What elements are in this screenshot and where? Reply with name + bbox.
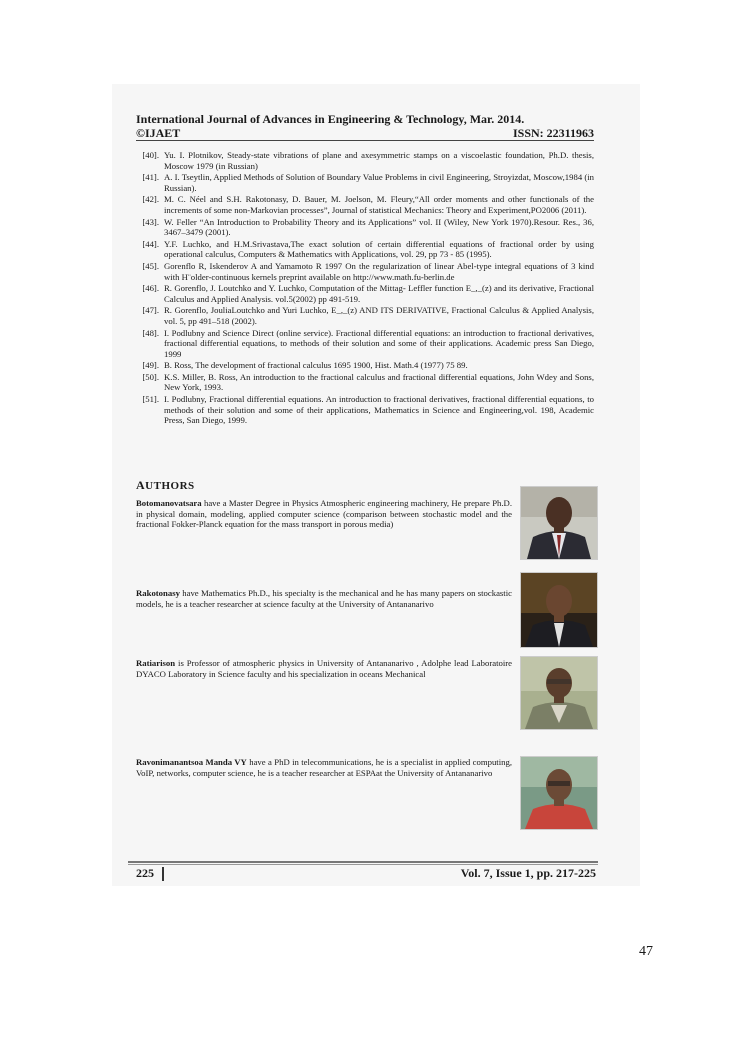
reference-number: [45]. xyxy=(142,260,159,271)
footer-divider xyxy=(162,867,164,881)
journal-header xyxy=(136,112,594,140)
reference-number: [47]. xyxy=(142,305,159,316)
reference-item xyxy=(136,305,594,326)
author-bio: Botomanovatsara have a Master Degree in Physics Atmospheric engineering machinery, He prepare Ph.D. in physical domain, modeling, applied computer science (comparison between stochastic model and the fractional Fokker-Planck equation for the mass transport in porous media) xyxy=(136,498,512,530)
reference-item xyxy=(136,283,594,304)
author-bio: Rakotonasy have Mathematics Ph.D., his specialty is the mechanical and he has many papers on stockastic models, he is a teacher researcher at science faculty at the University of Antananarivo xyxy=(136,588,512,609)
reference-item xyxy=(136,328,594,360)
reference-item xyxy=(136,150,594,171)
authors-heading: AUTHORS xyxy=(136,478,195,492)
header-rule xyxy=(136,140,594,141)
author-photo xyxy=(520,572,598,648)
author-photo xyxy=(520,486,598,560)
page-footer xyxy=(136,866,596,881)
issn: ISSN: 22311963 xyxy=(512,126,594,140)
reference-number: [51]. xyxy=(142,394,159,405)
reference-item xyxy=(136,394,594,426)
reference-number: [48]. xyxy=(142,327,159,338)
journal-page-number: 225 xyxy=(136,866,154,880)
reference-number: [40]. xyxy=(142,150,159,160)
author-name: Rakotonasy xyxy=(136,588,180,598)
copyright: ©IJAET xyxy=(136,126,181,140)
author-photo xyxy=(520,656,598,730)
reference-number: [49]. xyxy=(142,360,159,371)
author-name: Botomanovatsara xyxy=(136,498,202,508)
reference-text: R. Gorenflo, J. Loutchko and Y. Luchko, Computation of the Mittag- Leffler function E_,_(z) and its derivative, Fractional Calculus and Applied Analysis. vol.5(2002) pp 491-519. xyxy=(164,283,594,304)
reference-number: [50]. xyxy=(142,371,159,382)
reference-text: M. C. Néel and S.H. Rakotonasy, D. Bauer, M. Joelson, M. Fleury,“All order moments and other functionals of the increments of some non-Markovian processes”, Journal of statistical Mechanics: Theory and Experiment,PO2006 (2011). xyxy=(164,194,594,215)
reference-number: [43]. xyxy=(142,216,159,227)
reference-number: [44]. xyxy=(142,238,159,249)
footer-rule xyxy=(128,864,598,865)
reference-item xyxy=(136,360,594,371)
reference-text: Y.F. Luchko, and H.M.Srivastava,The exact solution of certain differential equations of fractional order by using operational calculus, Computers & Mathematics with Applications, vol. 29, pp 73 - 85 (1995). xyxy=(164,238,594,260)
reference-number: [41]. xyxy=(142,172,159,183)
reference-text: Gorenflo R, Iskenderov A and Yamamoto R 1997 On the regularization of linear Abel-type integral equations of 3 kind with H¨older-continuous kernels preprint available on http://www.math.fu-berlin.de xyxy=(164,260,594,282)
reference-text: B. Ross, The development of fractional calculus 1695 1900, Hist. Math.4 (1977) 75 89. xyxy=(164,360,468,371)
reference-text: I. Podlubny and Science Direct (online service). Fractional differential equations: an introduction to fractional derivatives, fractional differential equations, to methods of their solution and some of their applications. Academic press San Diego, 1999 xyxy=(164,327,594,359)
reference-text: I. Podlubny, Fractional differential equations. An introduction to fractional derivatives, fractional differential equations, to methods of their solution and some of their applications, Mathematics in Science and Engineering,vol. 198, Academic Press, San Diego, 1999. xyxy=(164,394,594,426)
reference-item xyxy=(136,372,594,393)
author-name: Ravonimanantsoa Manda VY xyxy=(136,757,247,767)
volume-info: Vol. 7, Issue 1, pp. 217-225 xyxy=(460,866,596,880)
reference-number: [46]. xyxy=(142,283,159,294)
author-photo xyxy=(520,756,598,830)
document-page-number: 47 xyxy=(639,944,653,959)
reference-item xyxy=(136,172,594,193)
reference-text: Yu. I. Plotnikov, Steady-state vibrations of plane and axesymmetric stamps on a viscoelastic foundation, Ph.D. thesis, Moscow 1979 (in Russian) xyxy=(164,150,594,171)
journal-title: International Journal of Advances in Engineering & Technology, Mar. 2014. xyxy=(136,112,525,126)
reference-text: R. Gorenflo, JouliaLoutchko and Yuri Luchko, E_,_(z) AND ITS DERIVATIVE, Fractional Calculus & Applied Analysis, vol. 5, pp 491–518 (2002). xyxy=(164,305,594,326)
reference-text: A. I. Tseytlin, Applied Methods of Solution of Boundary Value Problems in civil Engineering, Stroyizdat, Moscow,1984 (in Russian). xyxy=(164,172,594,193)
reference-list xyxy=(136,150,594,427)
reference-number: [42]. xyxy=(142,194,159,205)
reference-item xyxy=(136,239,594,260)
reference-item xyxy=(136,217,594,238)
reference-text: K.S. Miller, B. Ross, An introduction to the fractional calculus and fractional differential equations, John Wdey and Sons, New York, 1993. xyxy=(164,371,594,393)
reference-item xyxy=(136,261,594,282)
author-name: Ratiarison xyxy=(136,658,176,668)
author-bio: Ratiarison is Professor of atmospheric physics in University of Antananarivo , Adolphe lead Laboratoire DYACO Laboratory in Science faculty and his specialization in oceans Mechanical xyxy=(136,658,512,679)
footer-rule xyxy=(128,861,598,863)
author-bio: Ravonimanantsoa Manda VY have a PhD in telecommunications, he is a specialist in applied computing, VoIP, networks, computer science, he is a teacher researcher at ESPAat the University of Antananarivo xyxy=(136,757,512,778)
reference-text: W. Feller “An Introduction to Probability Theory and its Applications” vol. II (Wiley, New York 1970).Resour. Res., 36, 3467–3479 (2001). xyxy=(164,216,594,238)
reference-item xyxy=(136,194,594,215)
